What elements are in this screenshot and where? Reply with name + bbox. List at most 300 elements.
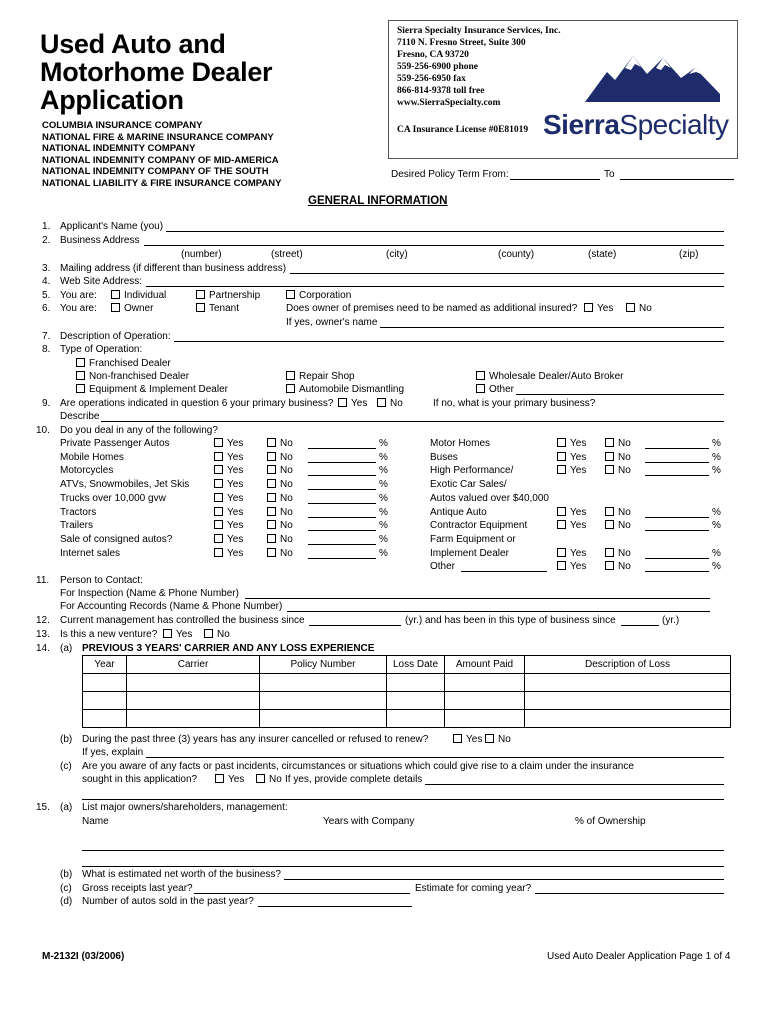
vehicle-type-yes[interactable] [557, 465, 586, 477]
option-label: Yes [466, 734, 483, 745]
checkbox[interactable] [111, 290, 120, 299]
option-label: No [280, 479, 293, 490]
vehicle-type-no[interactable] [267, 520, 293, 532]
checkbox[interactable] [605, 561, 614, 570]
checkbox[interactable] [163, 629, 172, 638]
vehicle-type-label: Internet sales [60, 548, 121, 559]
agency-address-1: 7110 N. Fresno Street, Suite 300 [397, 38, 526, 48]
percent-sign: % [712, 507, 721, 518]
checkbox[interactable] [267, 438, 276, 447]
percent-sign: % [379, 479, 388, 490]
q4-number: 4. [42, 276, 51, 287]
checkbox[interactable] [214, 548, 223, 557]
checkbox[interactable] [286, 371, 295, 380]
vehicle-type-no[interactable] [605, 520, 631, 532]
option-label: No [280, 438, 293, 449]
vehicle-type-no[interactable] [267, 507, 293, 519]
table-cell[interactable] [260, 692, 387, 710]
checkbox[interactable] [215, 774, 224, 783]
percent-sign: % [379, 548, 388, 559]
percent-sign: % [712, 452, 721, 463]
vehicle-type-no[interactable] [605, 507, 631, 519]
website-field[interactable] [146, 276, 724, 287]
q15c-marker: (c) [60, 883, 72, 894]
table-cell[interactable] [260, 710, 387, 728]
page-indicator: Used Auto Dealer Application Page 1 of 4 [547, 951, 731, 962]
checkbox[interactable] [605, 465, 614, 474]
vehicle-type-percent-field[interactable] [308, 452, 376, 463]
vehicle-type-no[interactable] [267, 479, 293, 491]
checkbox[interactable] [557, 452, 566, 461]
checkbox[interactable] [626, 303, 635, 312]
loss-history-table [82, 655, 731, 728]
company-name: NATIONAL FIRE & MARINE INSURANCE COMPANY [42, 131, 274, 143]
agency-phone: 559-256-6900 phone [397, 62, 479, 72]
option-label: No [390, 398, 403, 409]
vehicle-type-yes[interactable] [214, 534, 243, 546]
table-cell[interactable] [387, 710, 445, 728]
agency-address [397, 25, 561, 109]
vehicle-type-label: Antique Auto [430, 507, 487, 518]
title-line-3: Application [40, 85, 184, 115]
checkbox[interactable] [267, 534, 276, 543]
table-cell[interactable] [525, 692, 731, 710]
vehicle-type-percent-field[interactable] [645, 452, 709, 463]
owner-name-label: If yes, owner's name [286, 317, 378, 328]
vehicle-type-yes[interactable] [214, 438, 243, 450]
prior-incidents-question-2: sought in this application? [82, 774, 198, 785]
loss-history-heading: PREVIOUS 3 YEARS' CARRIER AND ANY LOSS EXPERIENCE [82, 643, 375, 654]
option-label: Yes [227, 507, 244, 518]
vehicle-type-yes[interactable] [214, 548, 243, 560]
accounting-contact-field[interactable] [287, 601, 710, 612]
checkbox[interactable] [605, 438, 614, 447]
q12-end-text: (yr.) [662, 615, 680, 626]
agency-fax: 559-256-6950 fax [397, 74, 466, 84]
column-header: Description of Loss [525, 656, 731, 674]
checkbox[interactable] [267, 465, 276, 474]
checkbox[interactable] [267, 520, 276, 529]
policy-term-from-field[interactable] [510, 169, 600, 180]
percent-sign: % [712, 465, 721, 476]
checkbox[interactable] [196, 290, 205, 299]
checkbox[interactable] [256, 774, 265, 783]
describe-label: Describe [60, 411, 100, 422]
vehicle-type-no[interactable] [267, 465, 293, 477]
option-label: No [280, 493, 293, 504]
percent-sign: % [712, 438, 721, 449]
table-cell[interactable] [83, 710, 127, 728]
policy-term-to-field[interactable] [620, 169, 734, 180]
checkbox[interactable] [267, 479, 276, 488]
q15d-marker: (d) [60, 896, 73, 907]
table-cell[interactable] [83, 692, 127, 710]
percent-sign: % [712, 520, 721, 531]
vehicle-type-yes[interactable] [557, 520, 586, 532]
non-franchised-dealer-option[interactable] [76, 371, 189, 383]
address-part-county: (county) [498, 249, 535, 260]
q14a-marker: (a) [60, 643, 73, 654]
vehicle-type-yes[interactable] [557, 452, 586, 464]
vehicle-type-percent-field[interactable] [645, 465, 709, 476]
wholesale-dealer-option[interactable] [476, 371, 624, 383]
checkbox[interactable] [605, 452, 614, 461]
checkbox[interactable] [111, 303, 120, 312]
q15-number: 15. [36, 802, 50, 813]
checkbox[interactable] [286, 384, 295, 393]
other-operation-option[interactable] [476, 384, 514, 396]
address-part-zip: (zip) [679, 249, 699, 260]
vehicle-type-percent-field[interactable] [308, 438, 376, 449]
option-label: Yes [570, 452, 587, 463]
checkbox[interactable] [204, 629, 213, 638]
option-label: Repair Shop [299, 371, 355, 382]
checkbox[interactable] [605, 548, 614, 557]
details-field[interactable] [425, 774, 724, 785]
corporation-option[interactable] [286, 290, 351, 302]
q14c-marker: (c) [60, 761, 72, 772]
table-cell[interactable] [127, 692, 260, 710]
owners-col-name: Name [82, 816, 109, 827]
equipment-dealer-option[interactable] [76, 384, 228, 396]
title-line-2: Motorhome Dealer [40, 57, 273, 87]
percent-sign: % [379, 465, 388, 476]
checkbox[interactable] [267, 493, 276, 502]
q13-number: 13. [36, 629, 50, 640]
vehicle-type-percent-field[interactable] [645, 561, 709, 572]
table-cell[interactable] [127, 710, 260, 728]
q12-number: 12. [36, 615, 50, 626]
vehicle-type-no[interactable] [267, 534, 293, 546]
other-vehicle-field[interactable] [461, 561, 547, 572]
percent-sign: % [712, 561, 721, 572]
checkbox[interactable] [214, 438, 223, 447]
explain-field[interactable] [146, 747, 724, 758]
repair-shop-option[interactable] [286, 371, 355, 383]
individual-option[interactable] [111, 290, 166, 302]
checkbox[interactable] [605, 507, 614, 516]
owner-name-field[interactable] [380, 317, 724, 328]
vehicle-type-yes[interactable] [214, 493, 243, 505]
q7-label: Description of Operation: [60, 331, 171, 342]
vehicle-type-label: Exotic Car Sales/ [430, 479, 507, 490]
vehicle-type-percent-field[interactable] [645, 438, 709, 449]
checkbox[interactable] [557, 520, 566, 529]
checkbox[interactable] [76, 358, 85, 367]
vehicle-type-label: Trucks over 10,000 gvw [60, 493, 166, 504]
prior-incidents-no[interactable] [256, 774, 282, 786]
q11-number: 11. [36, 575, 50, 586]
q7-number: 7. [42, 331, 51, 342]
table-cell[interactable] [83, 674, 127, 692]
logo-bold: Sierra [543, 109, 620, 140]
table-cell[interactable] [445, 674, 525, 692]
checkbox[interactable] [557, 465, 566, 474]
checkbox[interactable] [557, 507, 566, 516]
prior-incidents-yes[interactable] [215, 774, 244, 786]
details-label: If yes, provide complete details [285, 774, 423, 785]
owner-option[interactable] [111, 303, 153, 315]
checkbox[interactable] [267, 507, 276, 516]
q9-number: 9. [42, 398, 51, 409]
form-title [40, 30, 272, 114]
business-address-field[interactable] [144, 235, 724, 246]
vehicle-type-yes[interactable] [557, 561, 586, 573]
option-label: No [618, 465, 631, 476]
q14-number: 14. [36, 643, 50, 654]
option-label: Other [489, 384, 515, 395]
gross-receipts-label: Gross receipts last year? [82, 883, 193, 894]
option-label: Yes [227, 452, 244, 463]
option-label: Yes [597, 303, 614, 314]
vehicle-type-no[interactable] [605, 452, 631, 464]
gross-receipts-field[interactable] [194, 883, 410, 894]
option-label: No [269, 774, 282, 785]
description-field[interactable] [174, 331, 724, 342]
tenant-option[interactable] [196, 303, 239, 315]
percent-sign: % [379, 452, 388, 463]
applicant-name-field[interactable] [166, 221, 724, 232]
table-cell[interactable] [525, 674, 731, 692]
column-header: Year [83, 656, 127, 674]
checkbox[interactable] [557, 438, 566, 447]
address-part-number: (number) [181, 249, 222, 260]
option-label: No [280, 507, 293, 518]
vehicle-type-percent-field[interactable] [645, 507, 709, 518]
estimate-label: Estimate for coming year? [415, 883, 532, 894]
vehicle-type-label: Sale of consigned autos? [60, 534, 173, 545]
new-venture-no[interactable] [204, 629, 230, 641]
checkbox[interactable] [76, 371, 85, 380]
checkbox[interactable] [214, 493, 223, 502]
option-label: No [280, 520, 293, 531]
vehicle-type-label: Motorcycles [60, 465, 114, 476]
option-label: No [280, 548, 293, 559]
checkbox[interactable] [453, 734, 462, 743]
primary-business-no[interactable] [377, 398, 403, 410]
option-label: Yes [570, 465, 587, 476]
vehicle-type-label: Other [430, 561, 456, 572]
column-header: Carrier [127, 656, 260, 674]
option-label: Yes [228, 774, 245, 785]
percent-sign: % [712, 548, 721, 559]
option-label: Yes [176, 629, 193, 640]
vehicle-type-percent-field[interactable] [308, 493, 376, 504]
company-name: NATIONAL LIABILITY & FIRE INSURANCE COMPANY [42, 177, 282, 189]
option-label: No [280, 452, 293, 463]
vehicle-type-yes[interactable] [557, 438, 586, 450]
auto-dismantling-option[interactable] [286, 384, 404, 396]
q2-label: Business Address [60, 235, 140, 246]
vehicle-type-no[interactable] [605, 438, 631, 450]
vehicle-type-yes[interactable] [557, 548, 586, 560]
vehicle-type-percent-field[interactable] [308, 465, 376, 476]
table-cell[interactable] [387, 692, 445, 710]
checkbox[interactable] [605, 520, 614, 529]
option-label: No [280, 465, 293, 476]
q8-number: 8. [42, 344, 51, 355]
checkbox[interactable] [476, 384, 485, 393]
agency-tollfree: 866-814-9378 toll free [397, 86, 485, 96]
vehicle-type-no[interactable] [267, 452, 293, 464]
autos-sold-field[interactable] [258, 896, 412, 907]
option-label: No [618, 548, 631, 559]
net-worth-field[interactable] [284, 869, 724, 880]
option-label: No [498, 734, 511, 745]
autos-sold-label: Number of autos sold in the past year? [82, 896, 254, 907]
option-label: No [618, 438, 631, 449]
option-label: No [280, 534, 293, 545]
option-label: Yes [227, 479, 244, 490]
option-label: Non-franchised Dealer [89, 371, 190, 382]
primary-business-followup: If no, what is your primary business? [433, 398, 596, 409]
vehicle-type-percent-field[interactable] [645, 520, 709, 531]
owners-field-line[interactable] [82, 856, 724, 867]
checkbox[interactable] [214, 465, 223, 474]
q15a-marker: (a) [60, 802, 73, 813]
company-name: NATIONAL INDEMNITY COMPANY OF MID-AMERICA [42, 154, 279, 166]
vehicle-type-label: Mobile Homes [60, 452, 124, 463]
option-label: Yes [570, 438, 587, 449]
new-venture-yes[interactable] [163, 629, 192, 641]
checkbox[interactable] [377, 398, 386, 407]
table-cell[interactable] [127, 674, 260, 692]
option-label: No [618, 561, 631, 572]
franchised-dealer-option[interactable] [76, 358, 171, 370]
q12-label: Current management has controlled the business since [60, 615, 305, 626]
other-operation-field[interactable] [516, 384, 724, 395]
primary-business-yes[interactable] [338, 398, 367, 410]
checkbox[interactable] [485, 734, 494, 743]
column-header: Amount Paid [445, 656, 525, 674]
q10-label: Do you deal in any of the following? [60, 425, 218, 436]
cancelled-no[interactable] [485, 734, 511, 746]
describe-field[interactable] [101, 411, 724, 422]
owners-label: List major owners/shareholders, management: [82, 802, 288, 813]
option-label: Corporation [299, 290, 352, 301]
checkbox[interactable] [584, 303, 593, 312]
company-name: NATIONAL INDEMNITY COMPANY OF THE SOUTH [42, 166, 269, 177]
vehicle-type-percent-field[interactable] [308, 534, 376, 545]
table-cell[interactable] [445, 710, 525, 728]
percent-sign: % [379, 520, 388, 531]
checkbox[interactable] [338, 398, 347, 407]
vehicle-type-label: Implement Dealer [430, 548, 509, 559]
vehicle-type-no[interactable] [267, 493, 293, 505]
inspection-contact-field[interactable] [245, 588, 710, 599]
vehicle-type-label: Motor Homes [430, 438, 491, 449]
estimate-field[interactable] [535, 883, 724, 894]
table-cell[interactable] [445, 692, 525, 710]
option-label: Yes [227, 520, 244, 531]
mountain-logo-icon [585, 50, 720, 102]
vehicle-type-percent-field[interactable] [308, 520, 376, 531]
additional-insured-question: Does owner of premises need to be named as additional insured? [286, 303, 578, 314]
q5-number: 5. [42, 290, 51, 301]
q9-label: Are operations indicated in question 6 your primary business? [60, 398, 334, 409]
vehicle-type-yes[interactable] [557, 507, 586, 519]
percent-sign: % [379, 438, 388, 449]
vehicle-type-yes[interactable] [214, 507, 243, 519]
option-label: No [618, 452, 631, 463]
cancelled-yes[interactable] [453, 734, 482, 746]
option-label: No [618, 507, 631, 518]
owners-field-line[interactable] [82, 840, 724, 851]
q11-label: Person to Contact: [60, 575, 143, 586]
checkbox[interactable] [214, 452, 223, 461]
company-list [42, 120, 281, 189]
vehicle-type-no[interactable] [605, 561, 631, 573]
checkbox[interactable] [214, 534, 223, 543]
table-cell[interactable] [387, 674, 445, 692]
checkbox[interactable] [557, 561, 566, 570]
vehicle-type-no[interactable] [267, 438, 293, 450]
vehicle-type-percent-field[interactable] [645, 548, 709, 559]
additional-insured-yes[interactable] [584, 303, 613, 315]
option-label: Automobile Dismantling [299, 384, 405, 395]
title-line-1: Used Auto and [40, 29, 226, 59]
vehicle-type-percent-field[interactable] [308, 479, 376, 490]
vehicle-type-yes[interactable] [214, 479, 243, 491]
vehicle-type-no[interactable] [267, 548, 293, 560]
q10-number: 10. [36, 425, 50, 436]
checkbox[interactable] [557, 548, 566, 557]
vehicle-type-no[interactable] [605, 465, 631, 477]
table-row [83, 692, 731, 710]
agency-name: Sierra Specialty Insurance Services, Inc. [397, 26, 561, 36]
option-label: Owner [124, 303, 154, 314]
agency-address-2: Fresno, CA 93720 [397, 50, 469, 60]
q5-label: You are: [60, 290, 97, 301]
option-label: No [618, 520, 631, 531]
checkbox[interactable] [196, 303, 205, 312]
additional-insured-no[interactable] [626, 303, 652, 315]
table-row [83, 710, 731, 728]
checkbox[interactable] [214, 520, 223, 529]
vehicle-type-percent-field[interactable] [308, 548, 376, 559]
checkbox[interactable] [267, 452, 276, 461]
partnership-option[interactable] [196, 290, 260, 302]
details-field-line-2[interactable] [82, 789, 724, 800]
vehicle-type-no[interactable] [605, 548, 631, 560]
vehicle-type-yes[interactable] [214, 520, 243, 532]
vehicle-type-label: Trailers [60, 520, 93, 531]
address-part-street: (street) [271, 249, 303, 260]
checkbox[interactable] [214, 479, 223, 488]
table-cell[interactable] [525, 710, 731, 728]
table-header-row [83, 656, 731, 674]
checkbox[interactable] [286, 290, 295, 299]
vehicle-type-percent-field[interactable] [308, 507, 376, 518]
checkbox[interactable] [214, 507, 223, 516]
management-year-field[interactable] [309, 615, 401, 626]
q4-label: Web Site Address: [60, 276, 143, 287]
vehicle-type-yes[interactable] [214, 465, 243, 477]
section-heading: GENERAL INFORMATION [308, 195, 448, 207]
mailing-address-field[interactable] [290, 263, 724, 274]
table-cell[interactable] [260, 674, 387, 692]
sierra-logo-text [543, 108, 729, 142]
q1-number: 1. [42, 221, 51, 232]
checkbox[interactable] [76, 384, 85, 393]
checkbox[interactable] [267, 548, 276, 557]
option-label: Wholesale Dealer/Auto Broker [489, 371, 624, 382]
checkbox[interactable] [476, 371, 485, 380]
vehicle-type-label: ATVs, Snowmobiles, Jet Skis [60, 479, 190, 490]
vehicle-type-yes[interactable] [214, 452, 243, 464]
policy-term-from-label: Desired Policy Term From: [391, 169, 509, 180]
business-year-field[interactable] [621, 615, 659, 626]
